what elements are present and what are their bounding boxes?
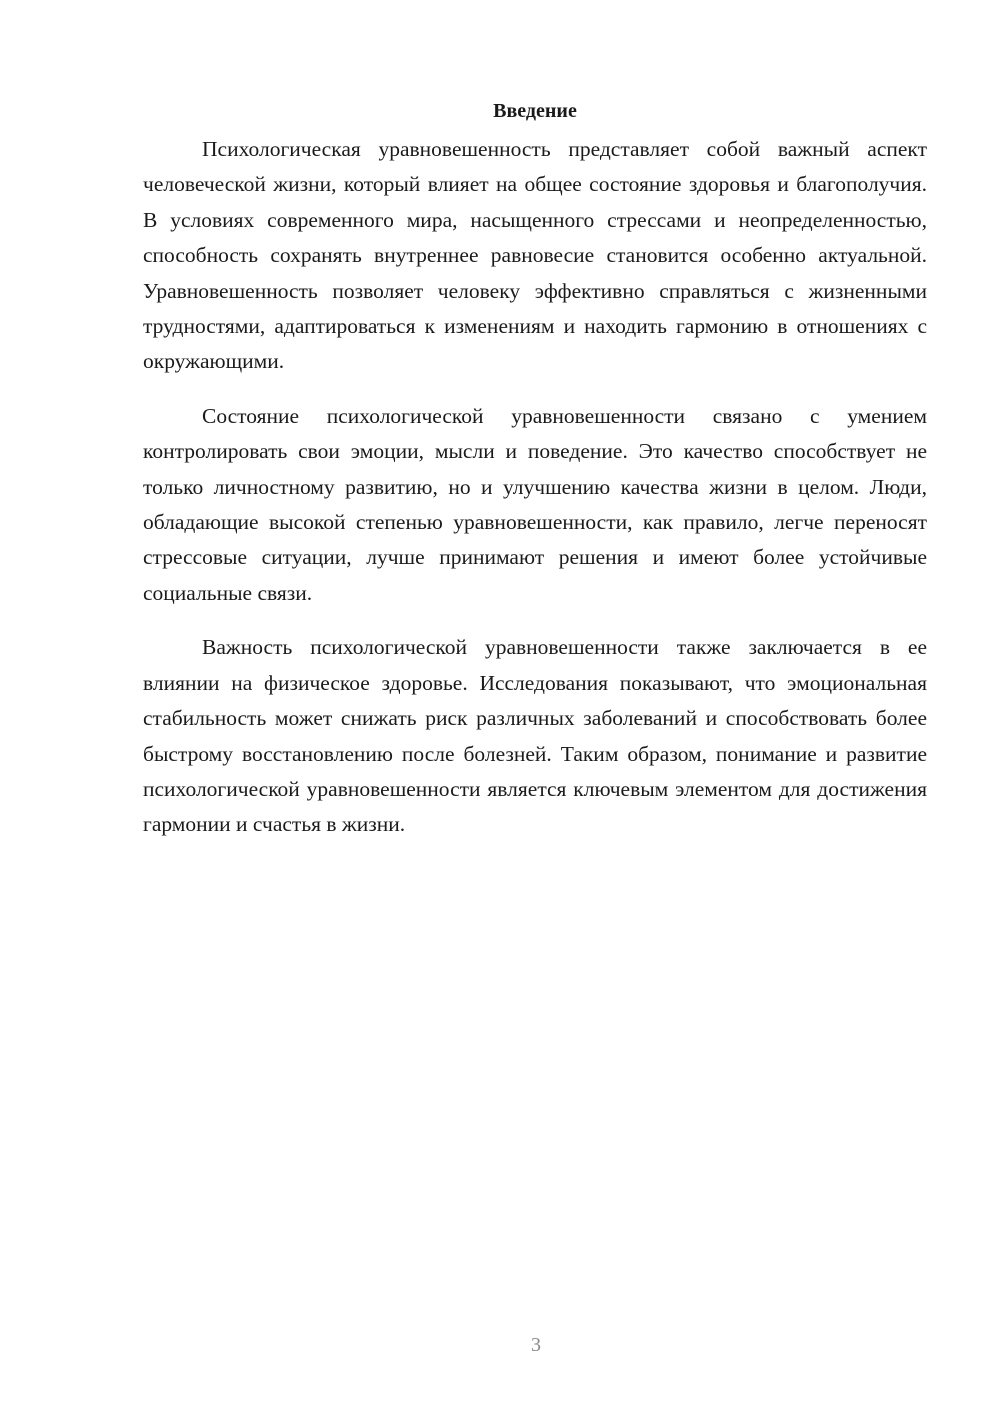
section-heading: Введение [493,100,577,122]
paragraph-1: Психологическая уравновешенность представляет собой важный аспект человеческой жизни, который влияет на общее состояние здоровья и благополучия. В условиях современного мира, насыщенного стрессами и неопределенностью, способность сохранять внутреннее равновесие становится особенно актуальной. Уравновешенность позволяет человеку эффективно справляться с жизненными трудностями, адаптироваться к изменениям и находить гармонию в отношениях с окружающими. [143,137,927,374]
page-number: 3 [531,1334,541,1356]
paragraph-3: Важность психологической уравновешенности также заключается в ее влиянии на физическое здоровье. Исследования показывают, что эмоциональная стабильность может снижать риск различных заболеваний и способствовать более быстрому восстановлению после болезней. Таким образом, понимание и развитие психологической уравновешенности является ключевым элементом для достижения гармонии и счастья в жизни. [143,635,927,837]
paragraph-2: Состояние психологической уравновешенности связано с умением контролировать свои эмоции, мысли и поведение. Это качество способствует не только личностному развитию, но и улучшению качества жизни в целом. Люди, обладающие высокой степенью уравновешенности, как правило, легче переносят стрессовые ситуации, лучше принимают решения и имеют более устойчивые социальные связи. [143,403,927,605]
document-body [143,96,927,843]
